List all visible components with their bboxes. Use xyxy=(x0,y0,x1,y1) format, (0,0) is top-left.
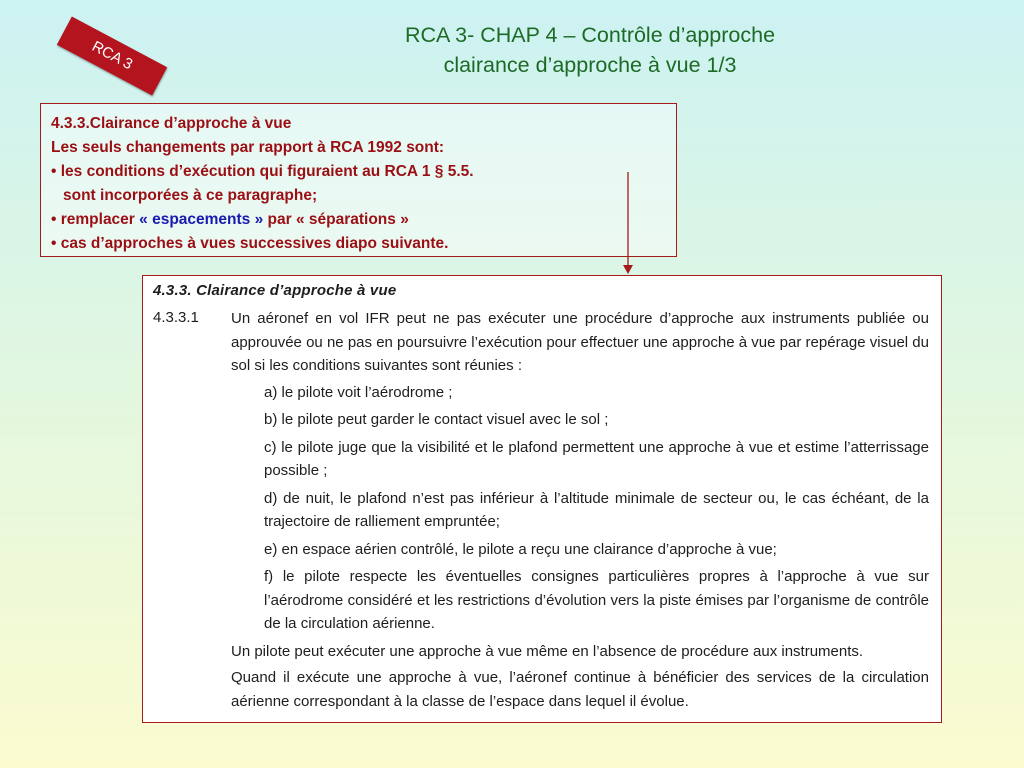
paragraph-number: 4.3.3.1 xyxy=(153,309,199,326)
summary-bullet-1: • les conditions d’exécution qui figuraient au RCA 1 § 5.5. xyxy=(51,163,474,180)
condition-item: a) le pilote voit l’aérodrome ; xyxy=(264,383,453,401)
paragraph-3: Quand il exécute une approche à vue, l’aéronef continue à bénéficier des services de la circulation aérienne correspondant à la classe de l’espace dans lequel il évolue. xyxy=(231,669,929,710)
summary-bullet-1-cont: sont incorporées à ce paragraphe; xyxy=(63,187,318,204)
conditions-list xyxy=(231,381,929,636)
summary-intro: Les seuls changements par rapport à RCA 1992 sont: xyxy=(51,139,445,156)
condition-item: c) le pilote juge que la visibilité et le plafond permettent une approche à vue et estime l’atterrissage possible ; xyxy=(264,438,929,479)
bullet-2-post: par « séparations » xyxy=(263,211,409,228)
rca3-badge: RCA 3 xyxy=(57,17,167,96)
excerpt-body xyxy=(231,307,929,713)
paragraph-2: Un pilote peut exécuter une approche à vue même en l’absence de procédure aux instruments. xyxy=(231,642,864,660)
condition-item: e) en espace aérien contrôlé, le pilote a reçu une clairance d’approche à vue; xyxy=(264,540,777,558)
summary-bullet-3: • cas d’approches à vues successives diapo suivante. xyxy=(51,235,449,252)
regulation-excerpt xyxy=(142,275,942,723)
title-line-1: RCA 3- CHAP 4 – Contrôle d’approche xyxy=(404,23,776,47)
summary-heading: 4.3.3.Clairance d’approche à vue xyxy=(51,115,292,132)
condition-item: d) de nuit, le plafond n’est pas inférieur à l’altitude minimale de secteur ou, le cas échéant, de la trajectoire de ralliement empruntée; xyxy=(264,489,929,530)
condition-item: b) le pilote peut garder le contact visuel avec le sol ; xyxy=(264,411,609,428)
condition-item: f) le pilote respecte les éventuelles consignes particulières propres à l’approche à vue sur l’aérodrome considéré et les restrictions d’évolution vers la piste émises par l’organisme de contrôle de la circulation aérienne. xyxy=(264,568,929,632)
title-line-2: clairance d’approche à vue 1/3 xyxy=(443,53,737,77)
bullet-2-pre: • remplacer xyxy=(51,211,140,228)
intro-paragraph: Un aéronef en vol IFR peut ne pas exécuter une procédure d’approche aux instruments publiée ou approuvée ou ne pas en poursuivre l’exécution pour effectuer une approche à vue par repérage visuel du sol si les conditions suivantes sont réunies : xyxy=(231,310,929,374)
excerpt-heading: 4.3.3. Clairance d’approche à vue xyxy=(153,282,397,299)
bullet-2-quote: « espacements » xyxy=(139,211,264,228)
